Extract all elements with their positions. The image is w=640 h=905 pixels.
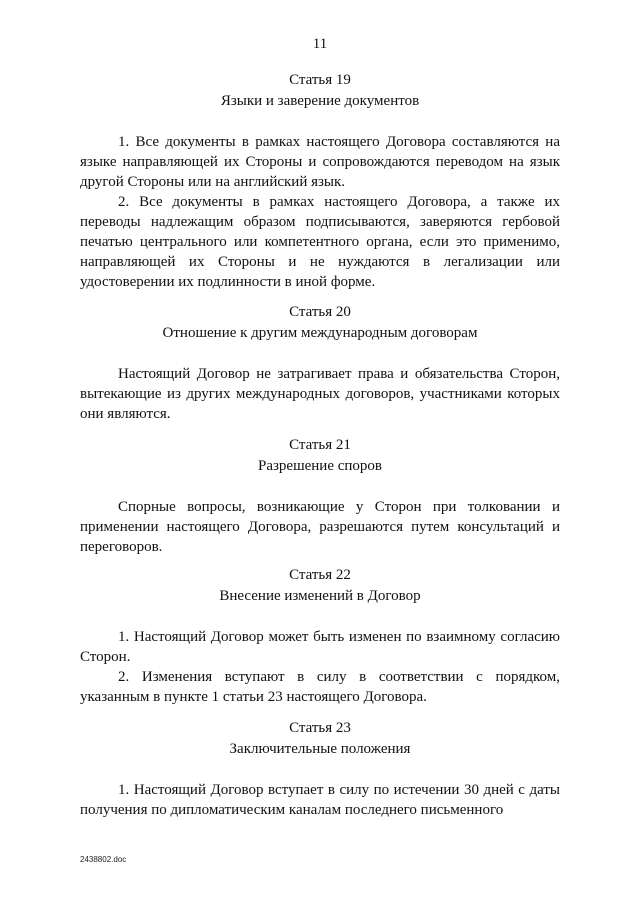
article-paragraph: Настоящий Договор не затрагивает права и обязательства Сторон, вытекающие из других международных договоров, участниками которых они являются.: [80, 366, 560, 422]
article-heading: [80, 565, 560, 607]
article-23: [80, 718, 560, 820]
article-number: Статья 23: [289, 720, 351, 736]
article-heading: [80, 70, 560, 112]
article-number: Статья 21: [289, 437, 351, 453]
article-paragraph: 2. Изменения вступают в силу в соответствии с порядком, указанным в пункте 1 статьи 23 настоящего Договора.: [80, 669, 560, 705]
article-number: Статья 22: [289, 567, 351, 583]
article-number: Статья 20: [289, 304, 351, 320]
article-title: Языки и заверение документов: [220, 93, 420, 109]
article-heading: [80, 718, 560, 760]
page-number: 11: [312, 36, 328, 52]
article-20: [80, 302, 560, 424]
article-19: [80, 70, 560, 292]
article-heading: [80, 302, 560, 344]
article-paragraph: Спорные вопросы, возникающие у Сторон при толковании и применении настоящего Договора, разрешаются путем консультаций и переговоров.: [80, 499, 560, 555]
document-file-code: 2438802.doc: [80, 855, 127, 864]
article-title: Разрешение споров: [257, 458, 383, 474]
article-paragraph: 1. Настоящий Договор может быть изменен по взаимному согласию Сторон.: [80, 629, 560, 665]
article-22: [80, 565, 560, 707]
article-title: Отношение к другим международным договорам: [162, 325, 478, 341]
article-paragraph: 1. Все документы в рамках настоящего Договора составляются на языке направляющей их Стороны и сопровождаются переводом на язык другой Стороны или на английский язык.: [80, 134, 560, 190]
article-paragraph: 2. Все документы в рамках настоящего Договора, а также их переводы надлежащим образом подписываются, заверяются гербовой печатью центрального или компетентного органа, если это применимо, направляющей их Стороны и не нуждаются в легализации или удостоверении их подлинности в иной форме.: [80, 194, 560, 290]
article-title: Внесение изменений в Договор: [219, 588, 421, 604]
article-21: [80, 435, 560, 557]
article-number: Статья 19: [289, 72, 351, 88]
article-paragraph: 1. Настоящий Договор вступает в силу по истечении 30 дней с даты получения по дипломатическим каналам последнего письменного: [80, 782, 560, 818]
article-heading: [80, 435, 560, 477]
article-title: Заключительные положения: [229, 741, 411, 757]
